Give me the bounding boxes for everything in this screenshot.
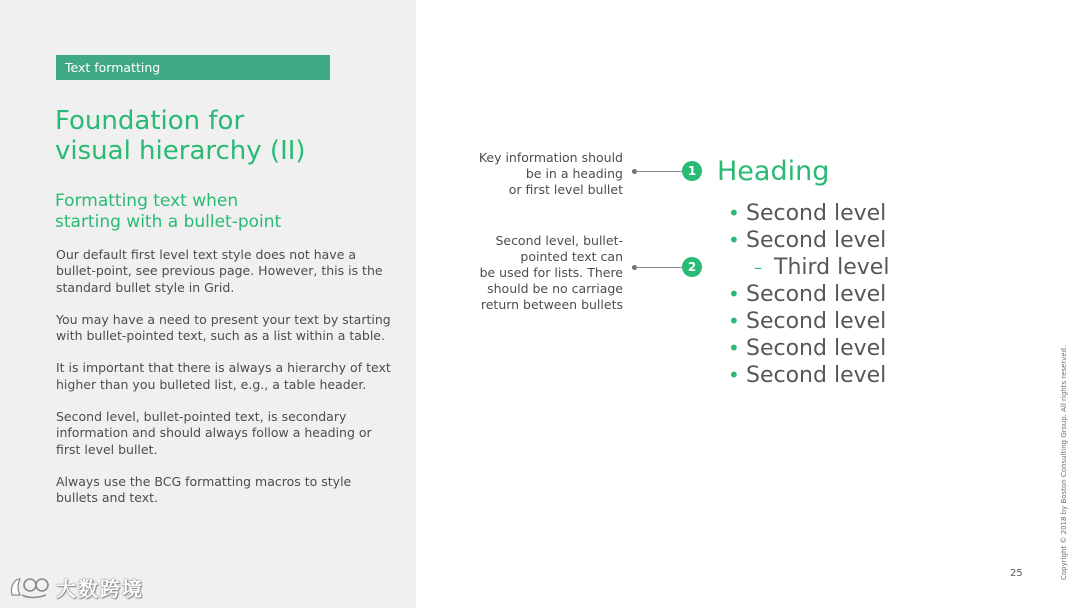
slide-title: Foundation for visual hierarchy (II) [55, 106, 306, 166]
bullet-text: Second level [746, 201, 887, 226]
bullet-marker: • [728, 336, 740, 360]
body-paragraph: Our default first level text style does not have a bullet-point, see previous page. However, this is the standard bullet style in Grid. [56, 247, 383, 295]
slide-subtitle: Formatting text when starting with a bullet-point [55, 191, 282, 232]
dash-marker: – [754, 258, 762, 277]
example-bullet-list [728, 200, 889, 389]
copyright-notice: Copyright © 2018 by Boston Consulting Group. All rights reserved. [1060, 345, 1068, 580]
bullet-text: Second level [746, 363, 887, 388]
section-tag: Text formatting [56, 55, 330, 80]
bullet-second-level [728, 281, 889, 308]
bullet-second-level [728, 308, 889, 335]
logo-text: 大数跨境 [56, 576, 144, 601]
annotation-2-text: Second level, bullet- pointed text can be used for lists. There should be no carriage return between bullets [479, 233, 623, 312]
bullet-marker: • [728, 228, 740, 252]
example-heading: Heading [717, 156, 830, 187]
body-paragraph: Second level, bullet-pointed text, is secondary information and should always follow a heading or first level bullet. [56, 409, 372, 457]
bullet-second-level [728, 200, 889, 227]
number-badge-1: 1 [682, 161, 702, 181]
page-number: 25 [1010, 568, 1023, 579]
body-text [56, 247, 396, 523]
number-badge-2: 2 [682, 257, 702, 277]
body-paragraph: It is important that there is always a hierarchy of text higher than you bulleted list, e.g., a table header. [56, 360, 391, 392]
bullet-text: Second level [746, 282, 887, 307]
left-panel [0, 0, 416, 608]
watermark-logo [8, 572, 144, 602]
bullet-marker: • [728, 282, 740, 306]
body-paragraph: Always use the BCG formatting macros to style bullets and text. [56, 473, 352, 506]
bullet-text: Second level [746, 336, 887, 361]
bullet-second-level [728, 335, 889, 362]
leader-line-1 [634, 171, 684, 172]
bullet-second-level [728, 362, 889, 389]
bullet-text: Second level [746, 228, 887, 253]
bullet-marker: • [728, 201, 740, 225]
bullet-text: Third level [774, 255, 890, 280]
leader-line-2 [634, 267, 684, 268]
bullet-marker: • [728, 363, 740, 387]
bullet-second-level [728, 227, 889, 254]
bullet-third-level [728, 254, 889, 281]
body-paragraph: You may have a need to present your text by starting with bullet-pointed text, such as a list within a table. [56, 311, 391, 344]
logo-mark-icon [8, 573, 50, 601]
bullet-text: Second level [746, 309, 887, 334]
bullet-marker: • [728, 309, 740, 333]
annotation-1-text: Key information should be in a heading or first level bullet [478, 150, 623, 197]
